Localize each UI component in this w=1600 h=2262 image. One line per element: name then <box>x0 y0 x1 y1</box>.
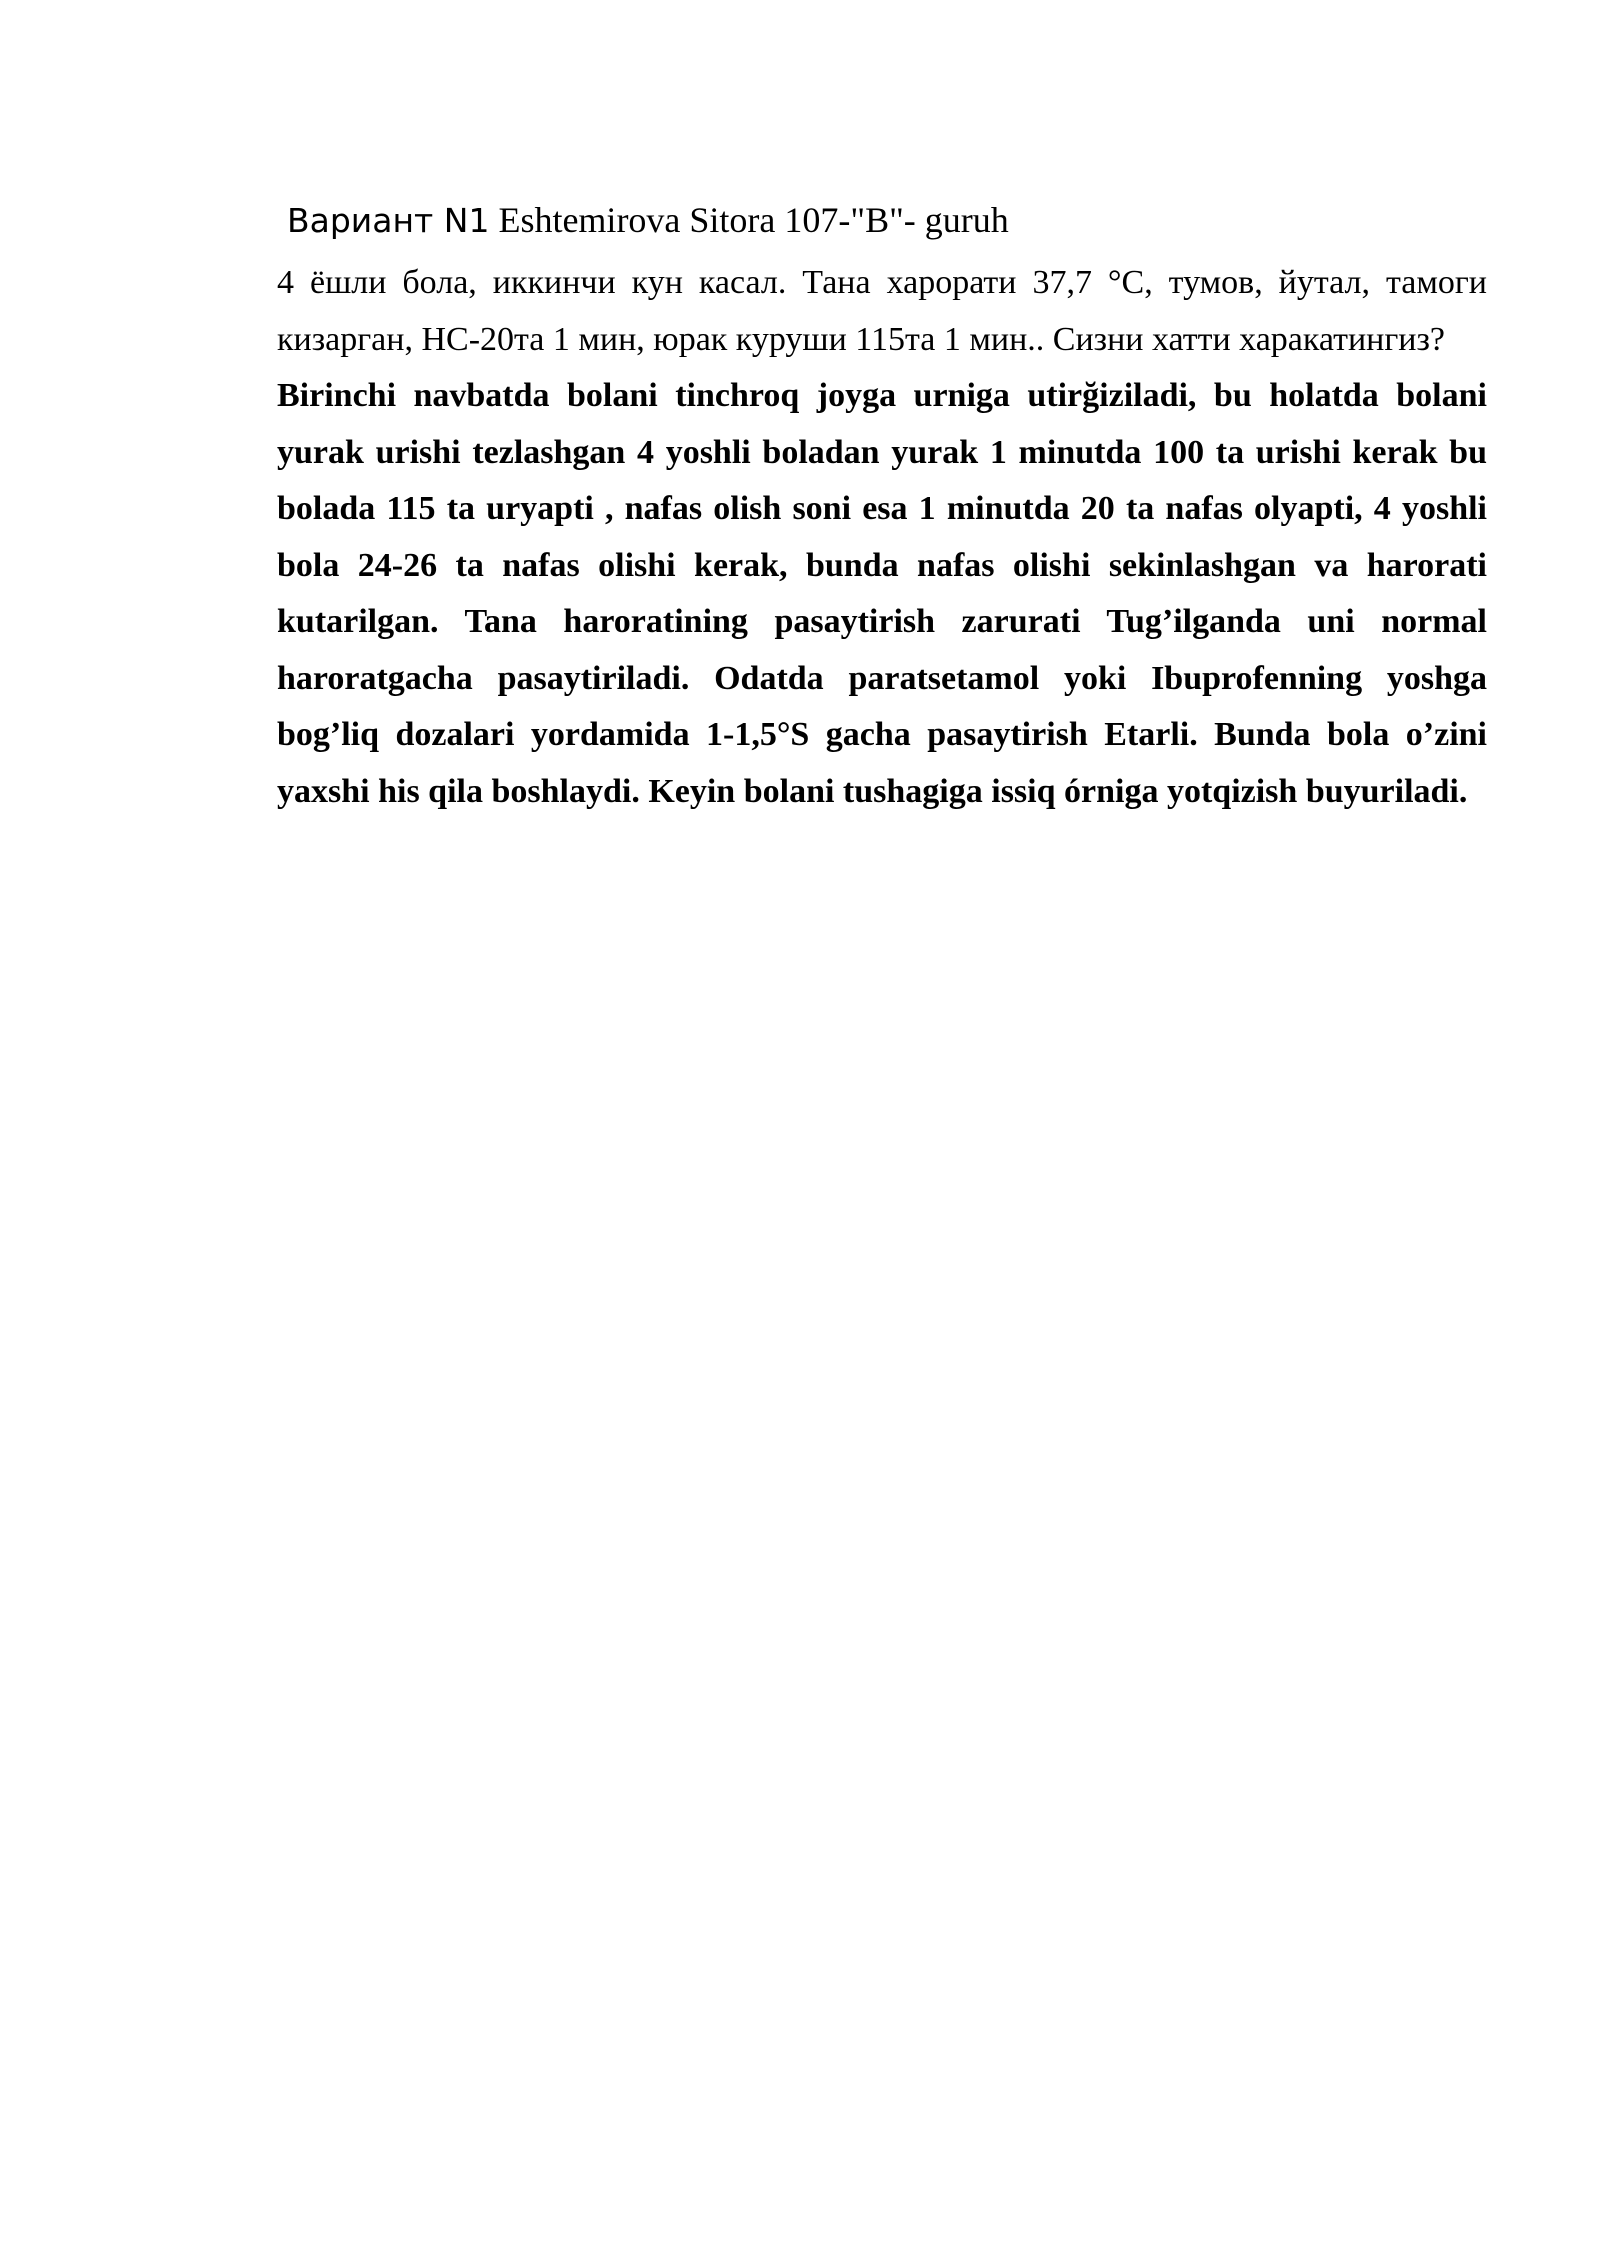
document-body <box>277 192 1487 820</box>
title-student-group: Eshtemirova Sitora 107-"B"- guruh <box>489 200 1009 240</box>
title-variant: Вариант N1 <box>287 201 490 240</box>
question-paragraph: 4 ёшли бола, иккинчи кун касал. Тана харорати 37,7 °С, тумов, йутал, тамоги кизарган, НС-20та 1 мин, юрак куруши 115та 1 мин.. Сизни хатти харакатингиз? <box>277 264 1487 358</box>
answer-paragraph: Birinchi navbatda bolani tinchroq joyga urniga utirğiziladi, bu holatda bolani yurak urishi tezlashgan 4 yoshli boladan yurak 1 minutda 100 ta urishi kerak bu bolada 115 ta uryapti , nafas olish soni esa 1 minutda 20 ta nafas olyapti, 4 yoshli bola 24-26 ta nafas olishi kerak, bunda nafas olishi sekinlashgan va harorati kutarilgan. Tana haroratining pasaytirish zarurati Tug’ilganda uni normal haroratgacha pasaytiriladi. Odatda paratsetamol yoki Ibuprofenning yoshga bog’liq dozalari yordamida 1-1,5°S gacha pasaytirish Etarli. Bunda bola o’zini yaxshi his qila boshlaydi. Keyin bolani tushagiga issiq órniga yotqizish buyuriladi. <box>277 377 1487 810</box>
document-title <box>287 192 1487 249</box>
